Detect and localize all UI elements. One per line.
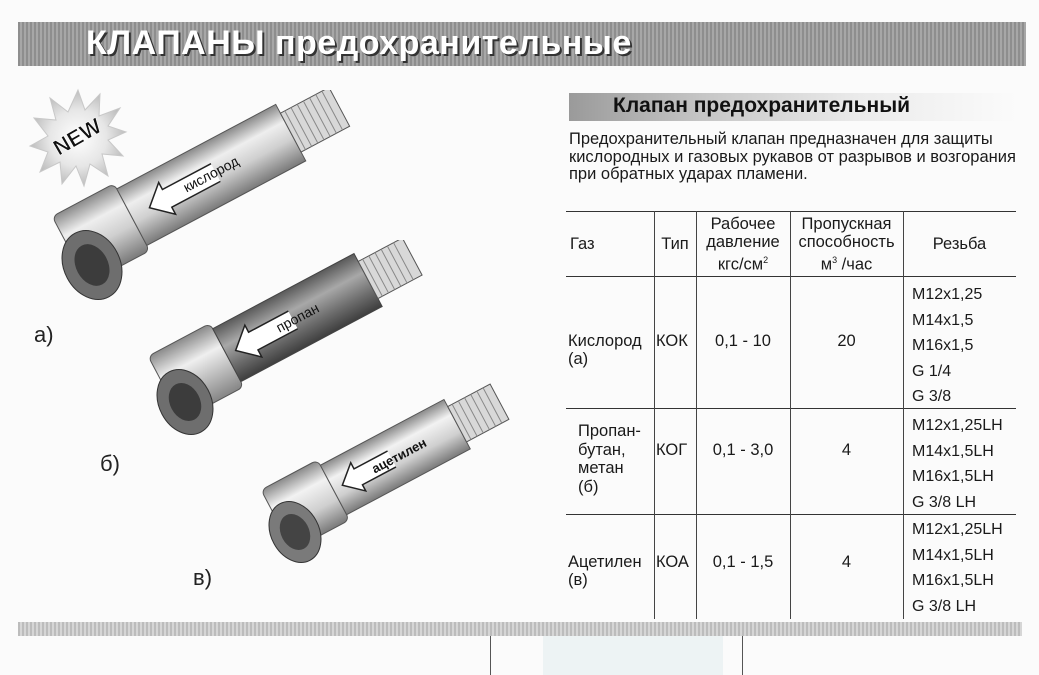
section-heading	[569, 93, 1017, 121]
section-title: Клапан предохранительный	[613, 94, 911, 117]
header-gas: Газ	[570, 235, 595, 253]
row-oxygen-type: КОК	[656, 332, 688, 350]
table-rule-header	[566, 276, 1016, 277]
valve-label-oxygen: кислород	[180, 152, 242, 196]
table-col-divider	[654, 211, 655, 619]
table-rule-top	[566, 211, 1016, 212]
row-propane-capacity: 4	[841, 441, 852, 459]
header-capacity	[790, 215, 903, 274]
header-capacity-line1: Пропускная	[801, 215, 892, 233]
header-thread: Резьба	[932, 235, 987, 253]
figure-letter-b: б)	[100, 451, 120, 476]
row-propane-pressure: 0,1 - 3,0	[712, 441, 774, 459]
row-propane-gas: Пропан- бутан, метан (б)	[578, 422, 641, 496]
footer-divider	[490, 636, 491, 675]
header-pressure	[696, 215, 790, 274]
page-title: КЛАПАНЫ предохранительные	[86, 24, 632, 62]
row-acetylene-gas: Ацетилен (в)	[568, 553, 642, 589]
valve-label-acetylene: ацетилен	[369, 434, 430, 477]
header-pressure-unit: кгс/$см^2$	[717, 255, 769, 274]
header-type: Тип	[661, 235, 689, 253]
header-banner	[18, 22, 1026, 66]
footer-panel	[543, 636, 723, 675]
row-oxygen-threads: M12x1,25 M14x1,5 M16x1,5 G 1/4 G 3/8	[912, 286, 983, 405]
row-acetylene-pressure: 0,1 - 1,5	[712, 553, 774, 571]
header-pressure-line2: давление	[706, 233, 780, 251]
footer-divider	[742, 636, 743, 675]
badge-text: NEW	[48, 113, 106, 161]
figure-letter-c: в)	[193, 565, 213, 590]
valve-acetylene-image	[255, 370, 535, 570]
table-col-divider	[903, 211, 904, 619]
row-acetylene-capacity: 4	[841, 553, 852, 571]
header-capacity-line2: способность	[798, 233, 895, 251]
row-acetylene-threads: M12x1,25LH M14x1,5LH M16x1,5LH G 3/8 LH	[912, 521, 1003, 615]
section-description: Предохранительный клапан предназначен для защиты кислородных и газовых рукавов от разрывов и возгорания при обратных ударах пламени.	[569, 130, 1016, 183]
valve-spec-table	[566, 211, 1016, 619]
header-pressure-line1: Рабочее	[710, 215, 776, 233]
figure-letter-a: а)	[34, 322, 54, 347]
valve-label-propane: пропан	[273, 299, 322, 336]
header-capacity-unit: $м^3$ /час	[820, 255, 873, 274]
row-propane-type: КОГ	[656, 441, 688, 459]
row-oxygen-pressure: 0,1 - 10	[715, 332, 771, 350]
row-propane-threads: M12x1,25LH M14x1,5LH M16x1,5LH G 3/8 LH	[912, 417, 1003, 511]
row-oxygen-capacity: 20	[837, 332, 856, 350]
footer-band	[18, 622, 1022, 636]
row-acetylene-type: КОА	[656, 553, 689, 571]
row-oxygen-gas: Кислород (а)	[568, 332, 642, 368]
